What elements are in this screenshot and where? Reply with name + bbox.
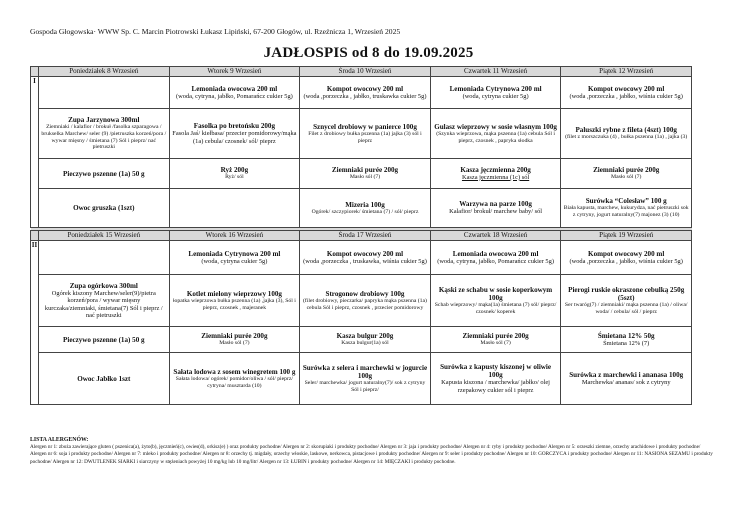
allergen-legend-heading: LISTA ALERGENÓW: (30, 437, 89, 443)
menu-cell: Surówka z marchewki i ananasa 100g Marchewka/ ananas/ sok z cytryny (561, 353, 692, 405)
menu-table (30, 66, 692, 405)
menu-cell: Lemoniada owocowa 200 ml (woda, cytryna, jabłko, Pomarańcz cukier 5g) (169, 77, 300, 109)
allergen-legend-text: Alergen nr 1: zboża zawierające gluten ( pszenica(a), żyto(b), jęczmień(c), owies(d), orkisz(e) ) oraz produkty pochodne/ Alergen nr 2: skorupiaki i produkty pochodne/ Alergen nr 3: jaja i produkty pochodne/ Alergen nr 4: ryby i produkty pochodne/ Alergen nr 5: orzeszki ziemne, orzechy arachidowe i produkty pochodne/ Alergen nr 6: soja i produkty pochodne/ Alergen nr 7: mleko i produkty pochodne/ Alergen nr 8: orzechy tj. migdały, orzechy włoskie, laskowe, nerkowca, pistacjowe i produkty pochodne/ Alergen nr 9: seler i produkty pochodne/ Alergen nr 10: GORCZYCA i produkty pochodne/ Alergen nr 11: NASIONA SEZAMU i produkty pochodne/ Alergen nr 12: DWUTLENEK SIARKI i siarczyny w stężeniach powyżej 10 mg/kg lub 10 mg/litr/ Alergen nr 13: ŁUBIN i produkty pochodne/ Alergen nr 14: MIĘCZAKI i produkty pochodne. (30, 444, 713, 465)
allergen-legend (30, 437, 714, 466)
menu-cell: Pieczywo pszenne (1a) 50 g (39, 159, 170, 189)
day-header: Wtorek 16 Wrzesień (169, 231, 300, 241)
menu-cell: Paluszki rybne z fileta (4szt) 100g (filet z morszczuka (4) , bułka pszenna (1a) , jajka (3) (561, 109, 692, 159)
menu-cell: Fasolka po bretońsku 200g Fasola Jaś/ kiełbasa/ przecier pomidorowy/mąka (1a) cebula/ czosnek/ sól/ pieprz (169, 109, 300, 159)
menu-cell: Surówka z selera i marchewki w jogurcie 100g Seler/ marchewka/ jogurt naturalny(7)/ sok z cytryny Sól i pieprz/ (300, 353, 431, 405)
day-header: Czwartek 18 Wrzesień (430, 231, 561, 241)
salad-row (31, 189, 692, 228)
menu-cell: Gulasz wieprzowy w sosie własnym 100g (Szynka wieprzowa, mąka pszenna (1a) cebula Sól i pieprz, czosnek , papryka słodka (430, 109, 561, 159)
menu-cell: Kasza bulgur 200g Kasza bulgur(1a) sól (300, 327, 431, 353)
restaurant-header: Gospoda Głogowska· WWW Sp. C. Marcin Piotrowski Łukasz Lipiński, 67-200 Głogów, ul. Rzeźnicza 1, Wrzesień 2025 (30, 27, 401, 36)
day-header: Środa 17 Wrzesień (300, 231, 431, 241)
menu-cell: Mizeria 100g Ogórek/ szczypiorek/ śmietana (7) / sól/ pieprz (300, 189, 431, 228)
week-label: I (31, 77, 39, 228)
menu-cell: Ryż 200g Ryż/ sól (169, 159, 300, 189)
menu-cell: Ziemniaki purée 200g Masło sól (7) (561, 159, 692, 189)
menu-cell: Zupa Jarzynowa 300ml Ziemniaki / kalafior / brokuł /fasolka szparagowa / brukselka Marchew/ seler (9) /pietruszka korzeń/pora / wywar mięsny / śmietana (7) Sól i pieprz/ nać pietruszki (39, 109, 170, 159)
menu-cell: Kompot owocowy 200 ml (woda ,porzeczka , truskawka, wiśnia cukier 5g) (300, 241, 431, 275)
menu-cell: Owoc Jabłko 1szt (39, 353, 170, 405)
menu-cell: Kompot owocowy 200 ml (woda ,porzeczka , jabłko, truskawka cukier 5g) (300, 77, 431, 109)
week-label: II (31, 241, 39, 405)
salad-row (31, 353, 692, 405)
day-header: Wtorek 9 Wrzesień (169, 67, 300, 77)
menu-cell: Kasza jęczmienna 200g Kasza jęczmienna (1c) sól (430, 159, 561, 189)
menu-cell: Owoc gruszka (1szt) (39, 189, 170, 228)
week-label-cell (31, 231, 39, 241)
day-header: Piątek 19 Wrzesień (561, 231, 692, 241)
menu-cell: Strogonow drobiowy 100g (filet drobiowy, pieczarka/ papryka mąka pszenna (1a) cebula Sól i pieprz, czosnek , przecier pomidorowy (300, 275, 431, 327)
menu-cell: Lemoniada Cytrynowa 200 ml (woda, cytryna cukier 5g) (430, 77, 561, 109)
drink-row (31, 77, 692, 109)
menu-cell: Kompot owocowy 200 ml (woda ,porzeczka , jabłko, wiśnia cukier 5g) (561, 77, 692, 109)
menu-cell: Surówka z kapusty kiszonej w oliwie 100g Kapusta kiszona / marchewka/ jabłko/ olej rzepakowy cukier sól i pieprz (430, 353, 561, 405)
main-row (31, 275, 692, 327)
drink-row (31, 241, 692, 275)
menu-cell: Lemoniada owocowa 200 ml (woda, cytryna, jabłko, Pomarańcz cukier 5g) (430, 241, 561, 275)
menu-cell (169, 189, 300, 228)
menu-cell: Warzywa na parze 100g Kalafior/ brokuł/ marchew baby/ sól (430, 189, 561, 228)
menu-cell: Kąski ze schabu w sosie koperkowym 100g Schab wieprzowy/ mąka(1a) śmietana (7) sól/ pieprz/ czosnek/ koperek (430, 275, 561, 327)
day-header: Piątek 12 Wrzesień (561, 67, 692, 77)
main-row (31, 109, 692, 159)
menu-cell: Śmietana 12% 50g Śmietana 12% (7) (561, 327, 692, 353)
week-label-cell (31, 67, 39, 77)
menu-cell (39, 241, 170, 275)
menu-cell: Kotlet mielony wieprzowy 100g łopatka wieprzowa bułka pszenna (1a) ,jajka (3), Sól i pieprz, czosnek , majeranek (169, 275, 300, 327)
day-header: Środa 10 Wrzesień (300, 67, 431, 77)
day-header: Czwartek 11 Wrzesień (430, 67, 561, 77)
day-header: Poniedziałek 15 Wrzesień (39, 231, 170, 241)
menu-cell: Zupa ogórkowa 300ml Ogórek kiszony Marchew/seler(9)/pietra korzeń/pora / wywar mięsny kurczaka/ziemniaki, śmietana(7) Sól i pieprz / nać pietruszki (39, 275, 170, 327)
menu-cell: Surówka “Colesław” 100 g Biała kapusta, marchew, kukurydza, nać pietruszki sok z cytryny, jogurt naturalny(7) majonez (3) (10) (561, 189, 692, 228)
side-row (31, 159, 692, 189)
day-header-row (31, 67, 692, 77)
menu-cell: Ziemniaki purée 200g Masło sól (7) (169, 327, 300, 353)
menu-cell: Pierogi ruskie okraszone cebulką 250g (5szt) Ser twaróg(7) / ziemniaki/ mąka pszenna (1a) / oliwa/ woda/ / cebula/ sól / pieprz (561, 275, 692, 327)
day-header-row (31, 231, 692, 241)
menu-cell: Sznycel drobiowy w panierce 100g Filet z drobiowy bułka pszenna (1a) jajka (3) sól i pieprz (300, 109, 431, 159)
menu-cell: Sałata lodowa z sosem winegretem 100 g Sałata lodowa/ ogórek/ pomidor/oliwa / sól/ pieprz/ cytryna/ musztarda (10) (169, 353, 300, 405)
menu-cell: Ziemniaki purée 200g Masło sól (7) (430, 327, 561, 353)
menu-cell: Kompot owocowy 200 ml (woda ,porzeczka , jabłko, wiśnia cukier 5g) (561, 241, 692, 275)
day-header: Poniedziałek 8 Wrzesień (39, 67, 170, 77)
menu-cell: Lemoniada Cytrynowa 200 ml (woda, cytryna cukier 5g) (169, 241, 300, 275)
side-row (31, 327, 692, 353)
menu-cell (39, 77, 170, 109)
page-title: JADŁOSPIS od 8 do 19.09.2025 (263, 45, 474, 61)
menu-cell: Pieczywo pszenne (1a) 50 g (39, 327, 170, 353)
menu-cell: Ziemniaki purée 200g Masło sól (7) (300, 159, 431, 189)
